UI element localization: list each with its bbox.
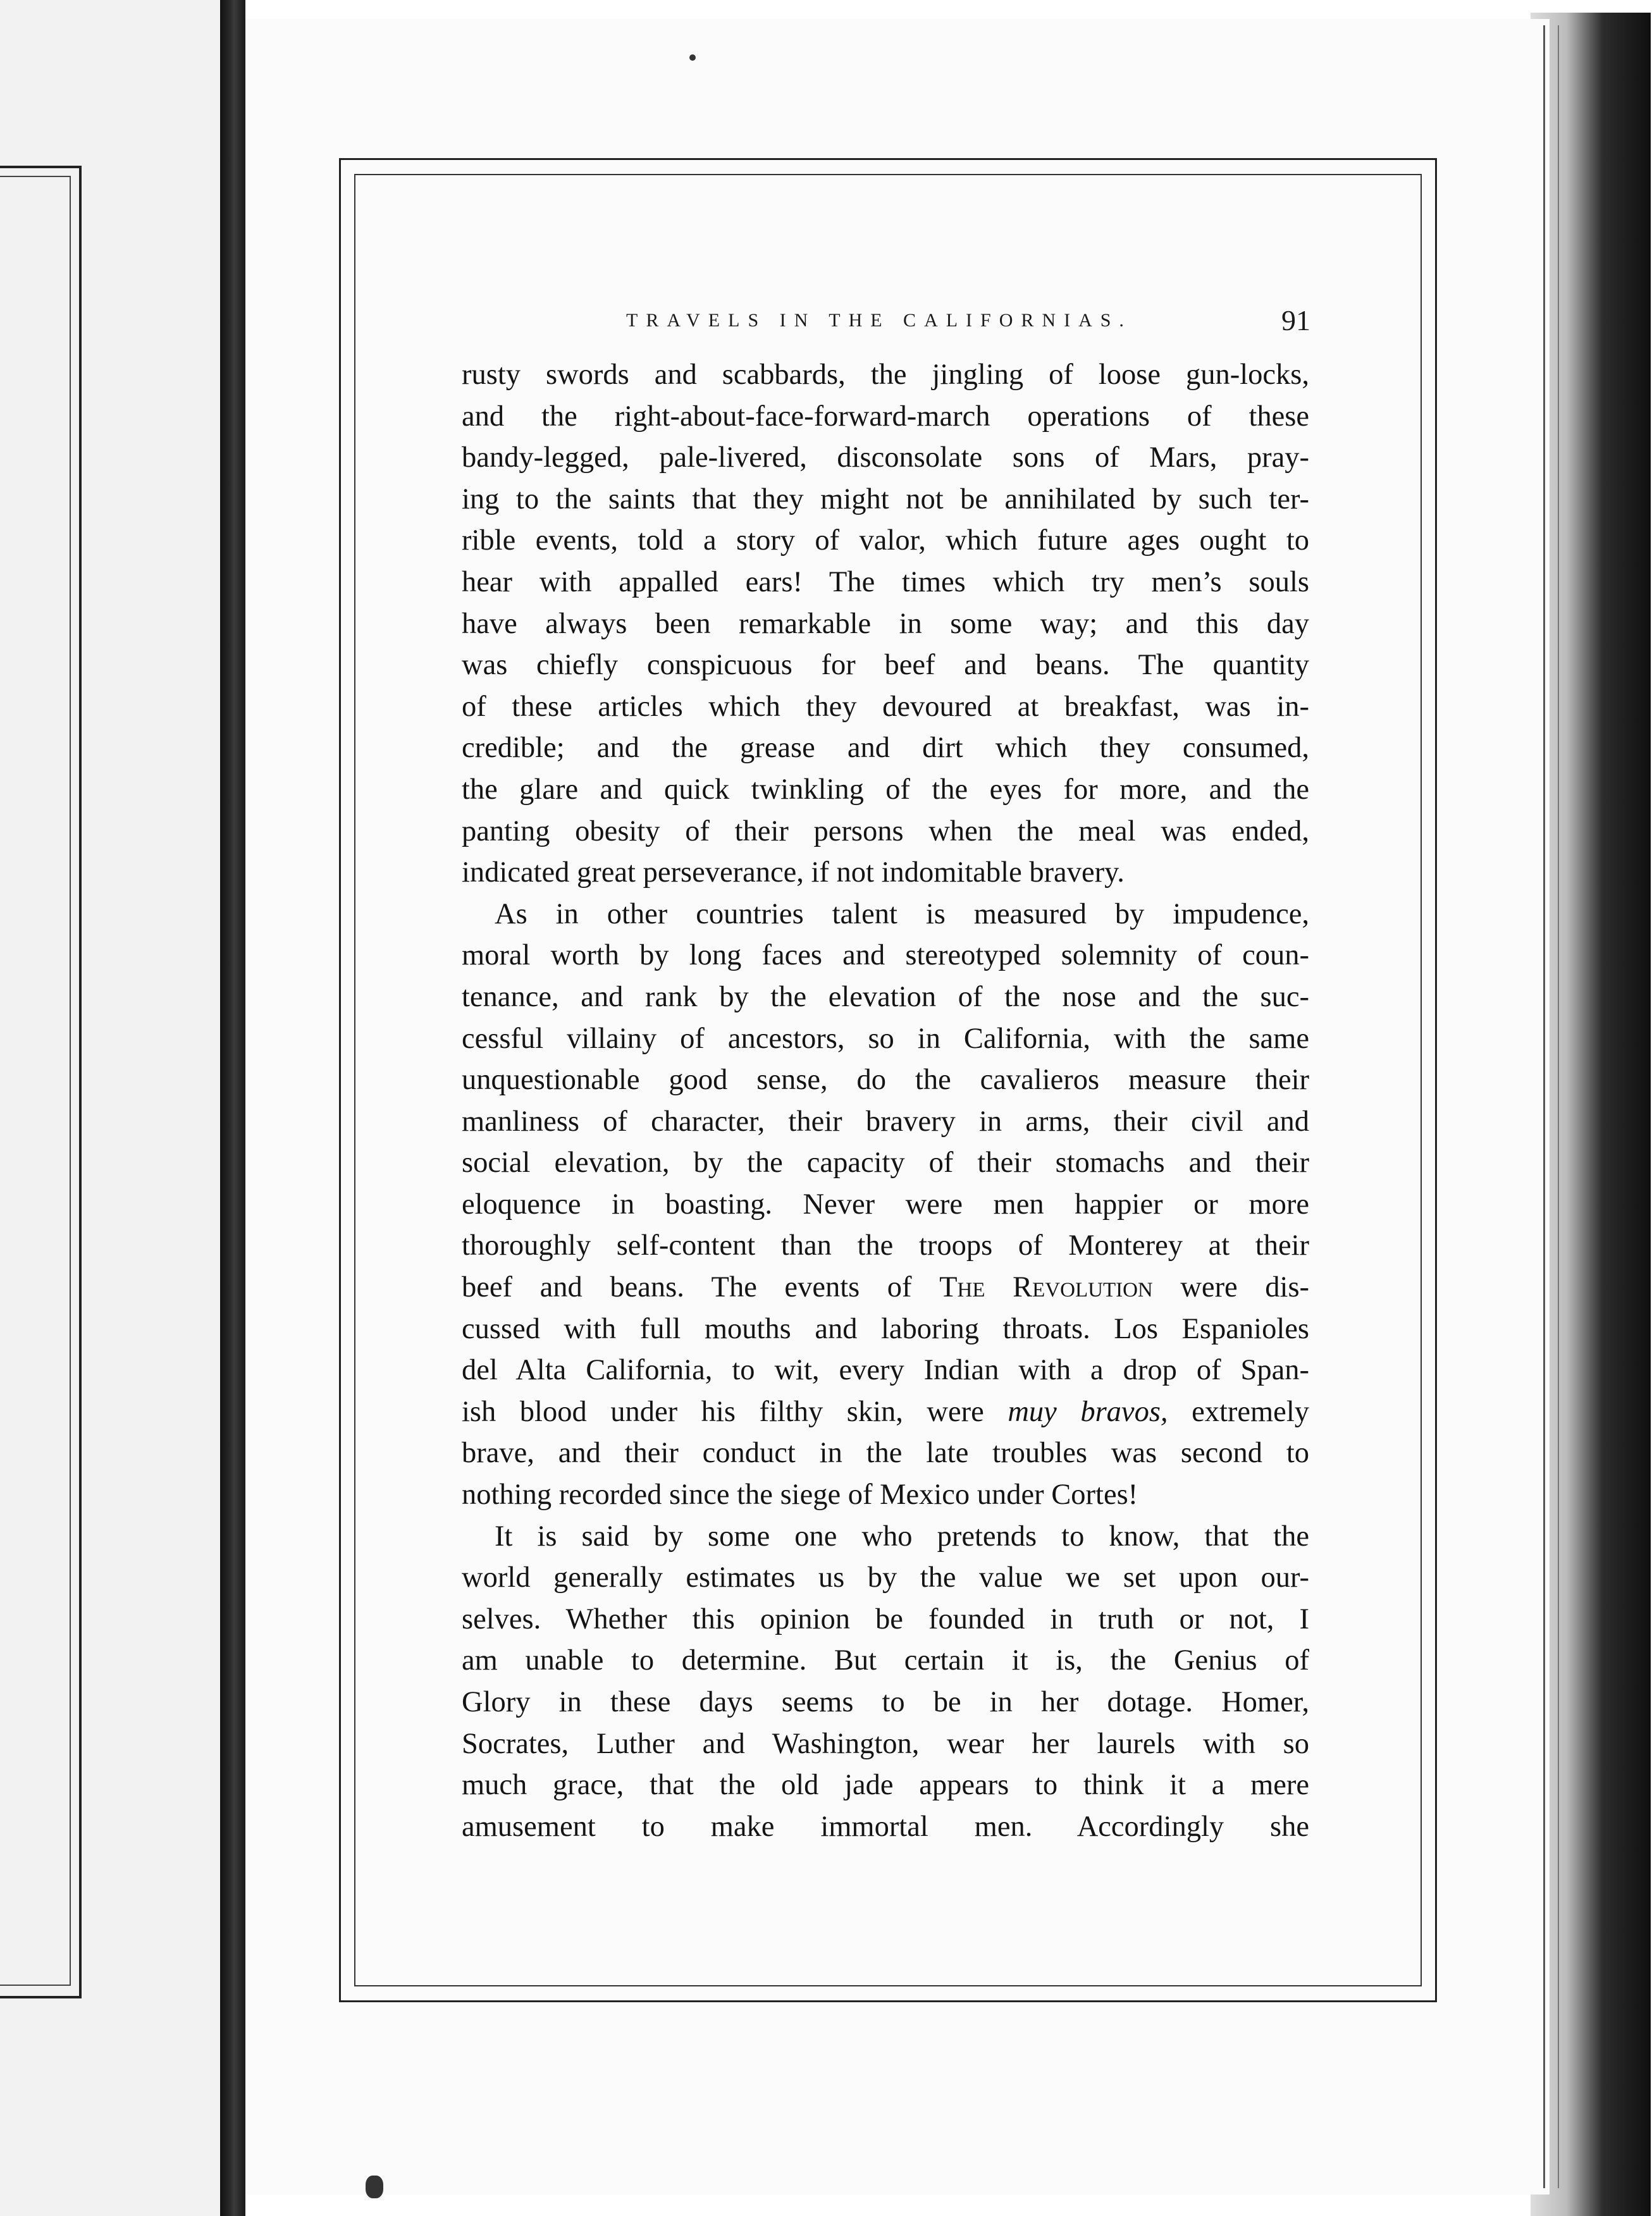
text-line: am unable to determine. But certain it is, the Genius of (462, 1644, 1309, 1677)
ink-speck (689, 54, 696, 61)
running-title: TRAVELS IN THE CALIFORNIAS. (626, 310, 1132, 331)
text-line: social elevation, by the capacity of their stomachs and their (462, 1147, 1309, 1179)
text-line: selves. Whether this opinion be founded in truth or not, I (462, 1603, 1309, 1635)
ink-blot (366, 2176, 383, 2198)
small-caps-text: The Revolution (939, 1271, 1153, 1304)
running-head (462, 304, 1309, 342)
text-line: hear with appalled ears! The times which try men’s souls (462, 565, 1309, 598)
body-text (462, 354, 1309, 1847)
text-line: of these articles which they devoured at breakfast, was in- (462, 690, 1309, 723)
page-fore-edge (1543, 25, 1559, 2188)
text-line: manliness of character, their bravery in arms, their civil and (462, 1105, 1309, 1138)
text-line: amusement to make immortal men. Accordingly she (462, 1810, 1309, 1843)
text-line: the glare and quick twinkling of the eyes for more, and the (462, 773, 1309, 806)
text-line: tenance, and rank by the elevation of the nose and the suc- (462, 980, 1309, 1013)
text-line: Glory in these days seems to be in her dotage. Homer, (462, 1686, 1309, 1718)
book-gutter (220, 0, 245, 2216)
text-line: panting obesity of their persons when the meal was ended, (462, 815, 1309, 847)
text-line: rible events, told a story of valor, which future ages ought to (462, 524, 1309, 557)
text-line: credible; and the grease and dirt which they consumed, (462, 732, 1309, 765)
text-line: cussed with full mouths and laboring throats. Los Espanioles (462, 1312, 1309, 1345)
italic-text: muy bravos, (1008, 1395, 1168, 1428)
text-line: world generally estimates us by the value we set upon our- (462, 1561, 1309, 1594)
text-line-with-italic (462, 1391, 1309, 1433)
text-line: Socrates, Luther and Washington, wear her laurels with so (462, 1727, 1309, 1760)
text-line: eloquence in boasting. Never were men happier or more (462, 1188, 1309, 1221)
previous-page-frame-inner (0, 176, 71, 1986)
text-line-with-smallcaps (462, 1267, 1309, 1308)
paragraph-start-line: As in other countries talent is measured by impudence, (495, 897, 1309, 930)
text-line: rusty swords and scabbards, the jingling of loose gun-locks, (462, 359, 1309, 391)
text-run: ish blood under his filthy skin, were (462, 1395, 984, 1428)
previous-page-edge (0, 0, 221, 2216)
page-number: 91 (1281, 304, 1310, 336)
text-line: ing to the saints that they might not be annihilated by such ter- (462, 483, 1309, 515)
paragraph-start-line: It is said by some one who pretends to know, that the (495, 1520, 1309, 1553)
text-line: have always been remarkable in some way; and this day (462, 607, 1309, 640)
paragraph-end-line: indicated great perseverance, if not indomitable bravery. (462, 856, 1125, 889)
text-line: bandy-legged, pale-livered, disconsolate sons of Mars, pray- (462, 441, 1309, 474)
text-line: thoroughly self-content than the troops of Monterey at their (462, 1229, 1309, 1262)
paragraph-end-line: nothing recorded since the siege of Mexico under Cortes! (462, 1479, 1138, 1511)
text-line: unquestionable good sense, do the cavalieros measure their (462, 1064, 1309, 1097)
text-line: cessful villainy of ancestors, so in California, with the same (462, 1022, 1309, 1055)
text-line: del Alta California, to wit, every Indian with a drop of Span- (462, 1354, 1309, 1387)
text-run: beef and beans. The events of (462, 1271, 912, 1304)
text-line: brave, and their conduct in the late troubles was second to (462, 1437, 1309, 1470)
text-line: moral worth by long faces and stereotyped solemnity of coun- (462, 939, 1309, 972)
text-run: extremely (1168, 1395, 1309, 1428)
text-line: was chiefly conspicuous for beef and beans. The quantity (462, 649, 1309, 682)
text-run: were dis- (1152, 1271, 1310, 1304)
text-line: much grace, that the old jade appears to think it a mere (462, 1769, 1309, 1802)
text-line: and the right-about-face-forward-march operations of these (462, 400, 1309, 433)
